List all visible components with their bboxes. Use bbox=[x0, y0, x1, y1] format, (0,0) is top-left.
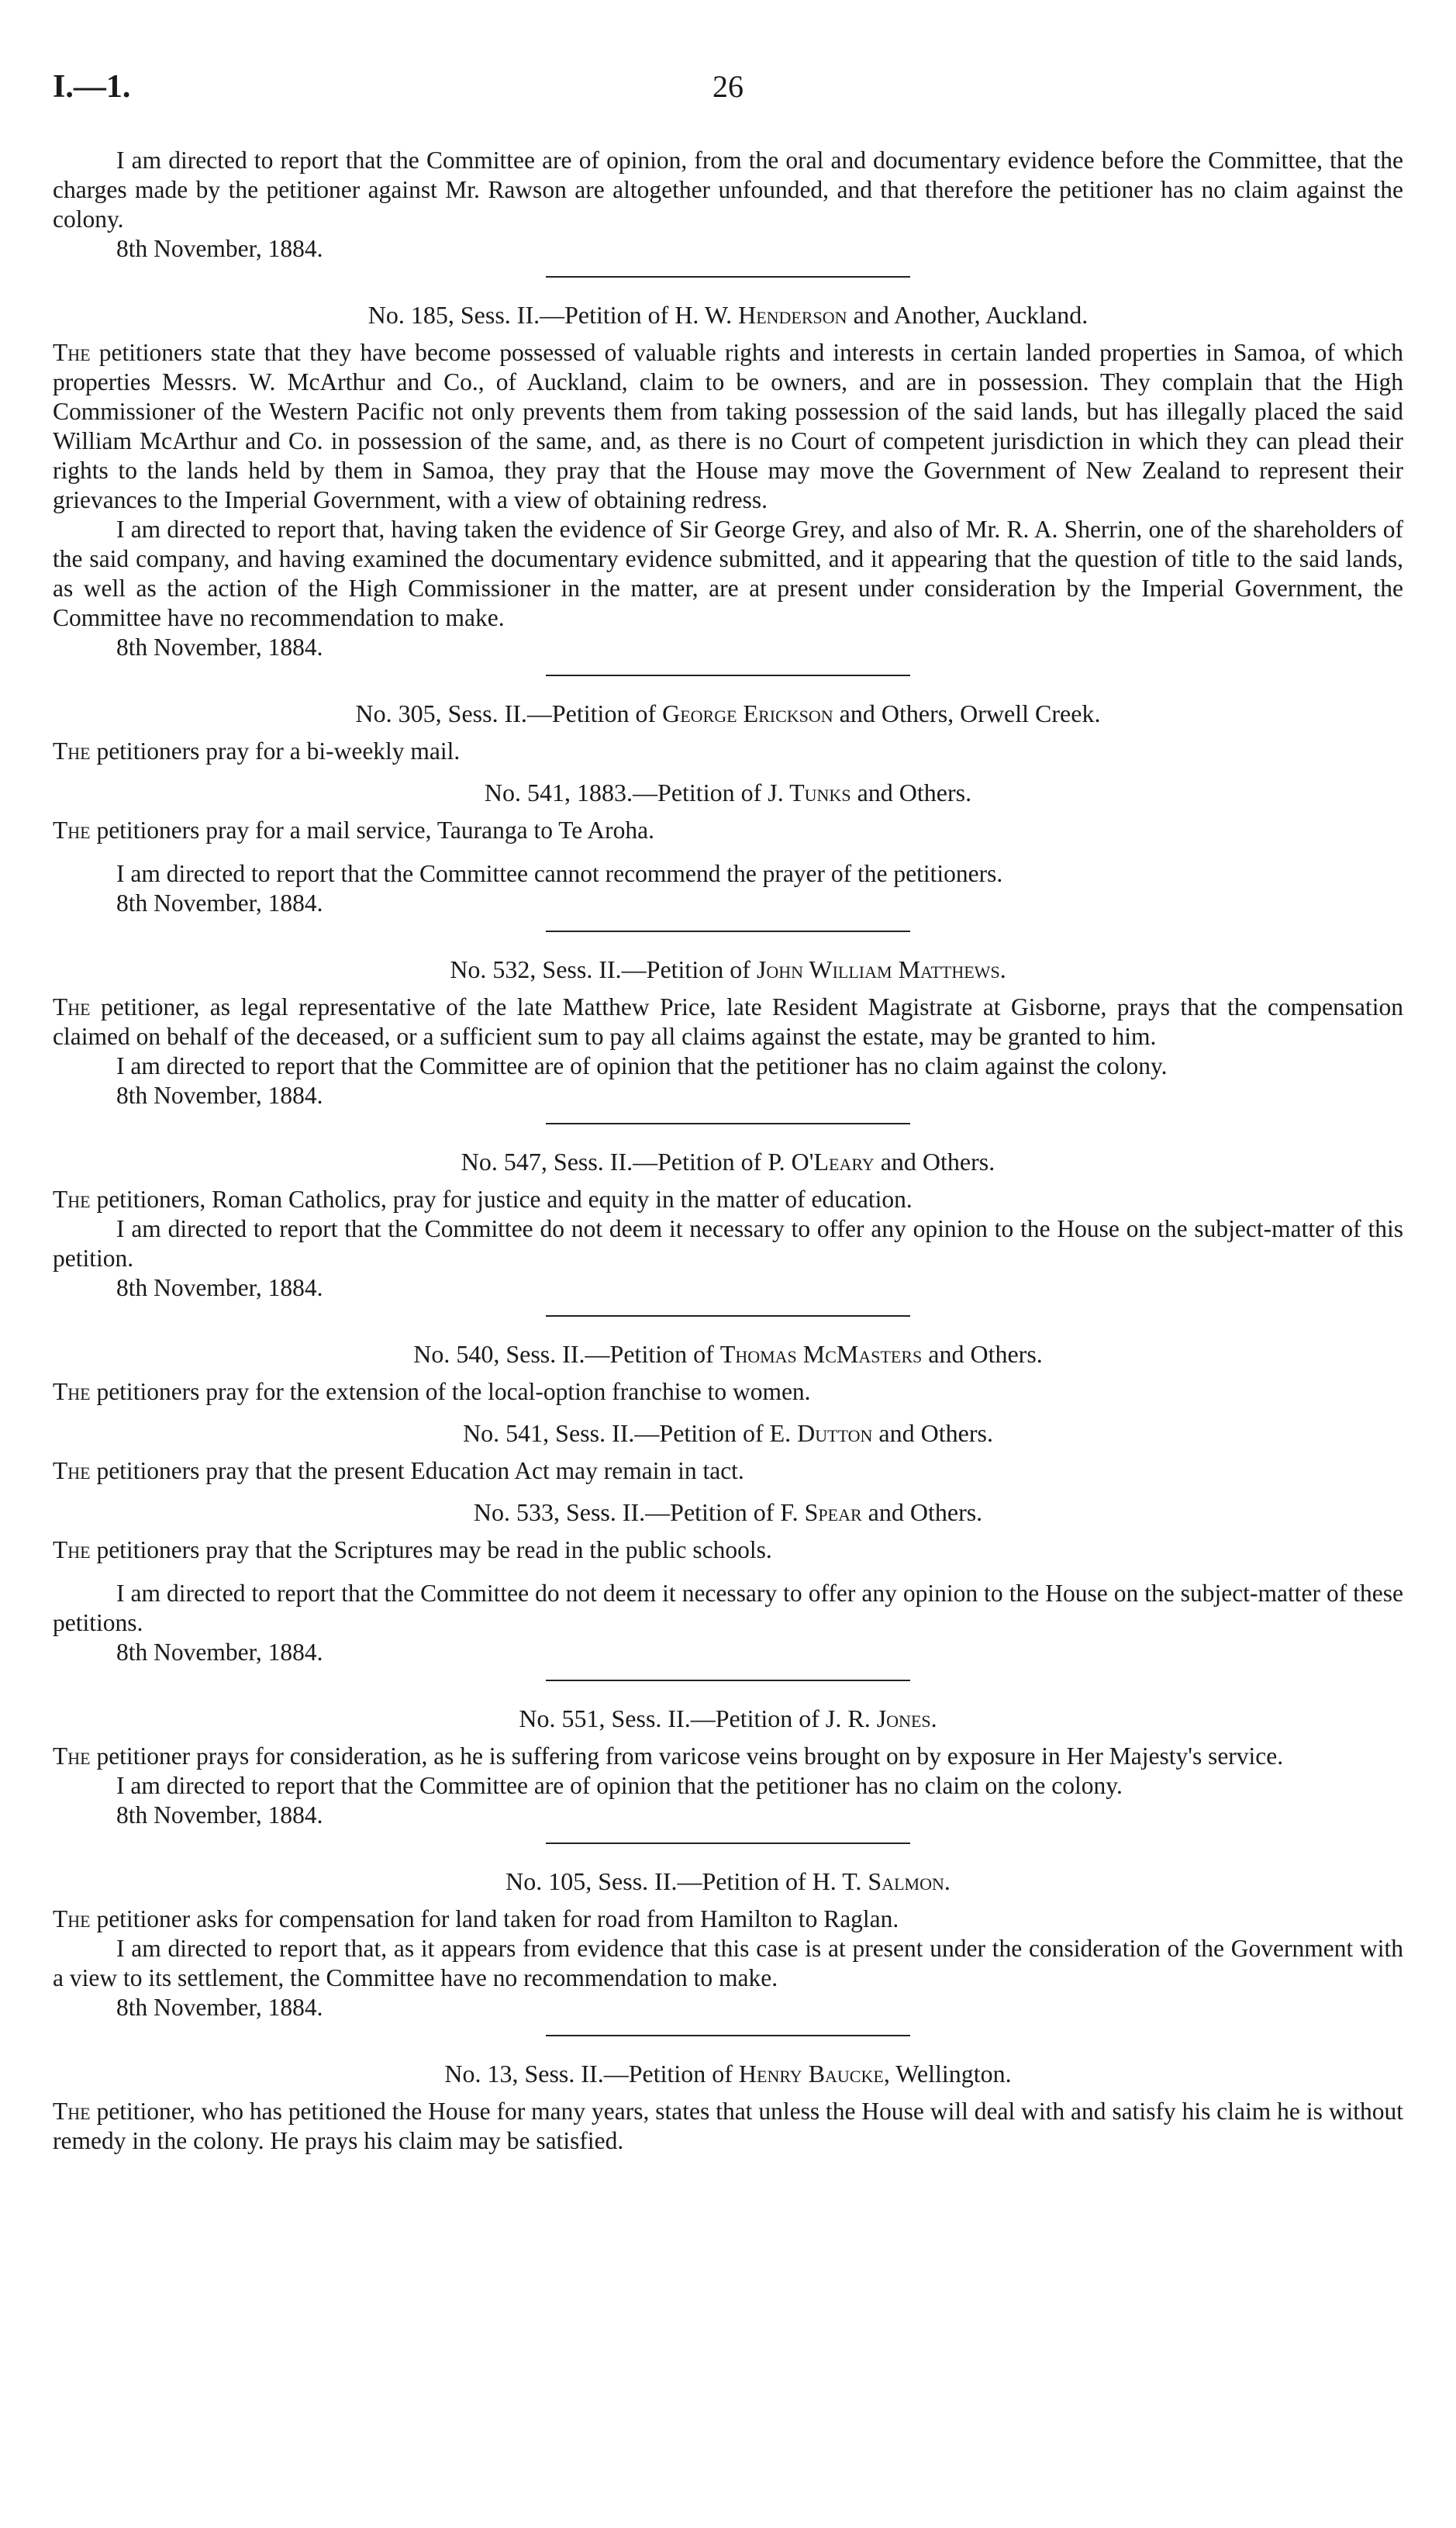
petition-entry bbox=[53, 2058, 1403, 2156]
report-date: 8th November, 1884. bbox=[116, 1082, 323, 1109]
petition-title: No. 185, Sess. II.—Petition of H. W. Henderson and Another, Auckland. bbox=[367, 301, 1089, 329]
petition-prayer: The petitioners, Roman Catholics, pray for justice and equity in the matter of education. bbox=[53, 1186, 913, 1213]
petition-entry bbox=[53, 1866, 1403, 2022]
petition-title: No. 532, Sess. II.—Petition of John William Matthews. bbox=[450, 955, 1006, 983]
petitioner-name: J. Tunks bbox=[768, 779, 851, 806]
petitioner-name: H. T. Salmon bbox=[812, 1867, 944, 1895]
petitioner-name: Thomas McMasters bbox=[719, 1340, 923, 1368]
petitioner-name: H. W. Henderson bbox=[675, 301, 847, 329]
petition-title: No. 551, Sess. II.—Petition of J. R. Jones. bbox=[519, 1704, 937, 1732]
petition-prayer: The petitioner prays for consideration, as he is suffering from varicose veins brought on by exposure in Her Majesty's service. bbox=[53, 1742, 1284, 1770]
petition-prayer: The petitioners state that they have become possessed of valuable rights and interests in certain landed properties in Samoa, of which properties Messrs. W. McArthur and Co., of Auckland, claim to be owners, and are in possession. They complain that the High Commissioner of the Western Pacific not only prevents them from taking possession of the said lands, but has illegally placed the said William McArthur and Co. in possession of the same, and, as there is no Court of competent jurisdiction in which they can plead their rights to the lands held by them in Samoa, they pray that the House may move the Government of New Zealand to represent their grievances to the Imperial Government, with a view of obtaining redress. bbox=[53, 339, 1403, 513]
petition-title: No. 541, Sess. II.—Petition of E. Dutton and Others. bbox=[463, 1419, 993, 1447]
petitioner-name: P. O'Leary bbox=[768, 1148, 875, 1176]
petition-title: No. 533, Sess. II.—Petition of F. Spear and Others. bbox=[473, 1498, 983, 1526]
page-header bbox=[53, 68, 1403, 115]
petition-prayer: The petitioners pray for the extension of the local-option franchise to women. bbox=[53, 1378, 811, 1405]
petition-title: No. 105, Sess. II.—Petition of H. T. Salmon. bbox=[505, 1867, 951, 1895]
report-paragraph: I am directed to report that the Committee are of opinion that the petitioner has no claim on the colony. bbox=[116, 1772, 1123, 1799]
page-number: 26 bbox=[712, 69, 744, 104]
section-divider bbox=[546, 276, 910, 278]
parliamentary-paper-code: I.—1. bbox=[53, 69, 131, 105]
petition-title: No. 541, 1883.—Petition of J. Tunks and Others. bbox=[484, 779, 972, 806]
petition-prayer: The petitioners pray for a bi-weekly mail. bbox=[53, 737, 461, 765]
report-date: 8th November, 1884. bbox=[116, 235, 323, 262]
petition-prayer: The petitioner asks for compensation for land taken for road from Hamilton to Raglan. bbox=[53, 1905, 899, 1932]
report-paragraph: I am directed to report that, having taken the evidence of Sir George Grey, and also of Mr. R. A. Sherrin, one of the shareholders of the said company, and having examined the documentary evidence submitted, and it appearing that the question of title to the said lands, as well as the action of the High Commissioner in the matter, are at present under consideration by the Imperial Government, the Committee have no recommendation to make. bbox=[53, 516, 1403, 631]
petitioner-name: E. Dutton bbox=[769, 1419, 873, 1447]
petition-title: No. 540, Sess. II.—Petition of Thomas McMasters and Others. bbox=[413, 1340, 1043, 1368]
petition-entry bbox=[53, 1703, 1403, 1830]
petition-prayer: The petitioners pray that the present Education Act may remain in tact. bbox=[53, 1457, 744, 1484]
petition-prayer: The petitioner, as legal representative of the late Matthew Price, late Resident Magistrate at Gisborne, prays that the compensation claimed on behalf of the deceased, or a sufficient sum to pay all claims against the estate, may be granted to him. bbox=[53, 993, 1403, 1050]
section-divider bbox=[546, 1123, 910, 1124]
petition-prayer: The petitioners pray for a mail service, Tauranga to Te Aroha. bbox=[53, 817, 655, 844]
petitioner-name: J. R. Jones bbox=[825, 1704, 931, 1732]
report-paragraph: I am directed to report that, as it appears from evidence that this case is at present under the consideration of the Government with a view to its settlement, the Committee have no recommendation to make. bbox=[53, 1935, 1403, 1991]
section-divider bbox=[546, 931, 910, 932]
petition-entry bbox=[53, 954, 1403, 1110]
petition-entry bbox=[53, 1146, 1403, 1303]
petition-entry bbox=[53, 1418, 1403, 1486]
petitioner-name: F. Spear bbox=[780, 1498, 862, 1526]
section-divider bbox=[546, 1680, 910, 1681]
report-paragraph: I am directed to report that the Committee do not deem it necessary to offer any opinion to the House on the subject-matter of this petition. bbox=[53, 1215, 1403, 1272]
section-divider bbox=[546, 675, 910, 676]
petitioner-name: Henry Baucke bbox=[738, 2060, 884, 2088]
petition-title: No. 547, Sess. II.—Petition of P. O'Leary and Others. bbox=[461, 1148, 995, 1176]
petitioner-name: John William Matthews bbox=[756, 955, 1000, 983]
report-date: 8th November, 1884. bbox=[116, 1994, 323, 2021]
petitioner-name: George Erickson bbox=[662, 699, 833, 727]
petition-title: No. 305, Sess. II.—Petition of George Erickson and Others, Orwell Creek. bbox=[355, 699, 1101, 727]
report-paragraph: I am directed to report that the Committee are of opinion that the petitioner has no claim against the colony. bbox=[116, 1052, 1168, 1079]
document-page bbox=[53, 68, 1403, 2156]
report-paragraph: I am directed to report that the Committee are of opinion, from the oral and documentary evidence before the Committee, that the charges made by the petitioner against Mr. Rawson are altogether unfounded, and that therefore the petitioner has no claim against the colony. bbox=[53, 147, 1403, 233]
petition-prayer: The petitioner, who has petitioned the House for many years, states that unless the House will deal with and satisfy his claim he is without remedy in the colony. He prays his claim may be satisfied. bbox=[53, 2098, 1403, 2154]
section-divider bbox=[546, 2035, 910, 2036]
petition-entry bbox=[53, 1338, 1403, 1407]
report-date: 8th November, 1884. bbox=[116, 1801, 323, 1829]
section-divider bbox=[546, 1315, 910, 1317]
petition-entry bbox=[53, 698, 1403, 766]
petition-entry bbox=[53, 299, 1403, 662]
report-paragraph: I am directed to report that the Committee cannot recommend the prayer of the petitioners. bbox=[116, 860, 1003, 887]
report-date: 8th November, 1884. bbox=[116, 889, 323, 917]
report-paragraph: I am directed to report that the Committee do not deem it necessary to offer any opinion to the House on the subject-matter of these petitions. bbox=[53, 1580, 1403, 1636]
petition-prayer: The petitioners pray that the Scriptures may be read in the public schools. bbox=[53, 1536, 772, 1563]
petition-title: No. 13, Sess. II.—Petition of Henry Baucke, Wellington. bbox=[444, 2060, 1012, 2088]
report-date: 8th November, 1884. bbox=[116, 1274, 323, 1301]
report-date: 8th November, 1884. bbox=[116, 634, 323, 661]
report-date: 8th November, 1884. bbox=[116, 1639, 323, 1666]
petition-entry bbox=[53, 1497, 1403, 1667]
section-divider bbox=[546, 1842, 910, 1844]
petition-entry bbox=[53, 777, 1403, 918]
